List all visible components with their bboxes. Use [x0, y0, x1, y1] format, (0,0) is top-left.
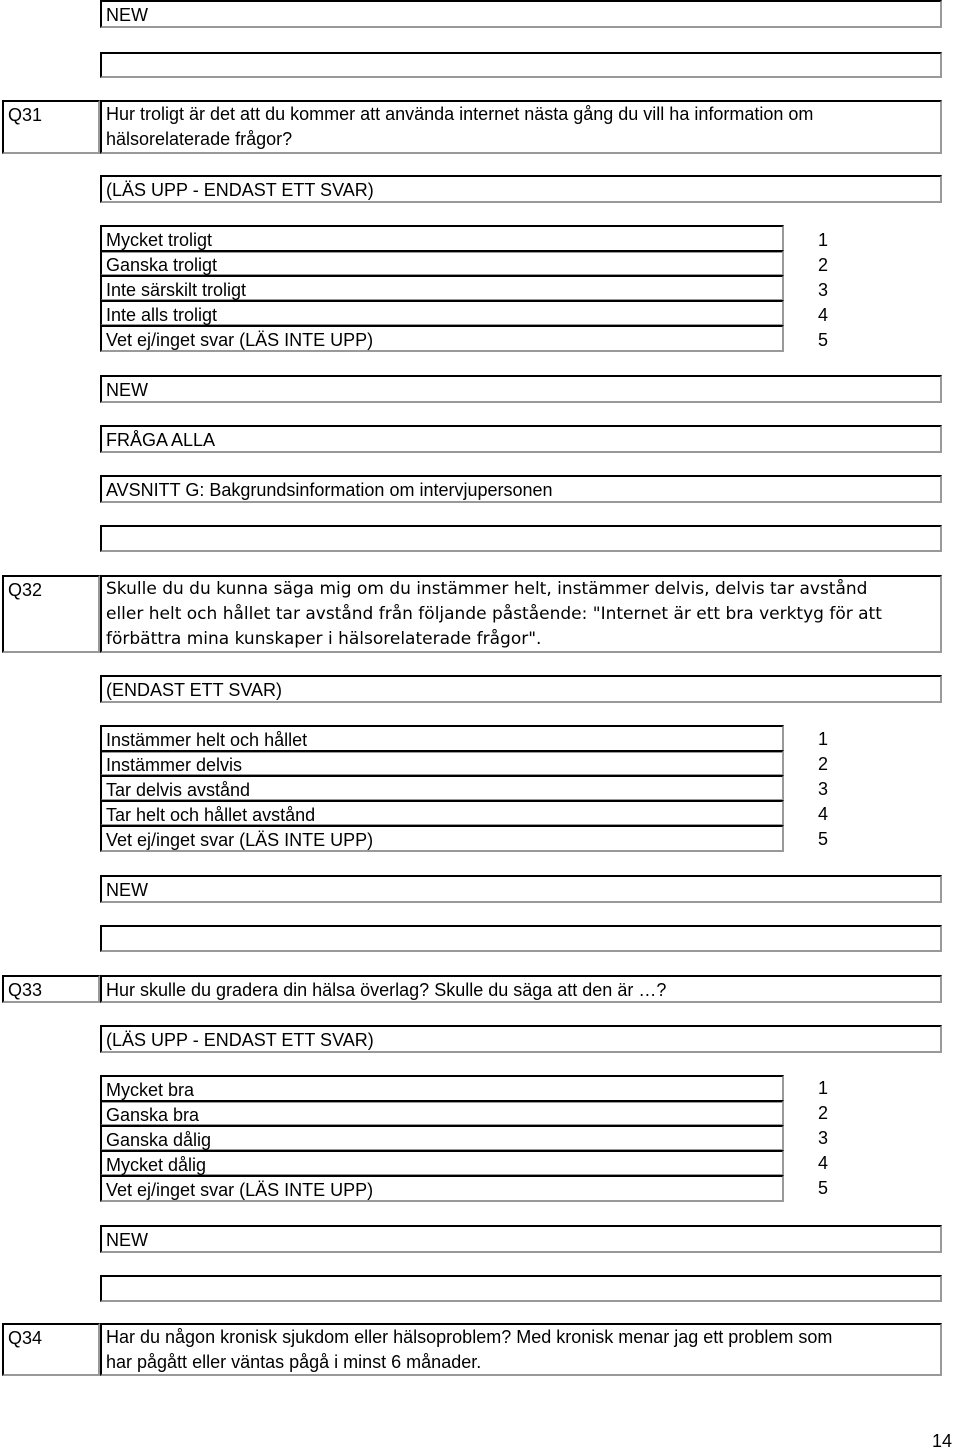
answer-option: Mycket troligt — [100, 225, 784, 253]
instruction: (ENDAST ETT SVAR) — [100, 675, 942, 703]
answer-option: Ganska troligt — [100, 250, 784, 276]
question-text-line: hälsorelaterade frågor? — [106, 129, 293, 149]
question-id: Q34 — [2, 1323, 100, 1376]
answer-code: 5 — [818, 1178, 829, 1198]
answer-code: 1 — [818, 1078, 829, 1098]
new-label: NEW — [100, 1225, 942, 1253]
empty-field — [100, 52, 942, 78]
answer-code: 2 — [818, 255, 829, 275]
question-text-line: Har du någon kronisk sjukdom eller hälsoproblem? Med kronisk menar jag ett problem som — [106, 1327, 833, 1347]
empty-field — [100, 925, 942, 952]
question-text-line: har pågått eller väntas pågå i minst 6 månader. — [106, 1352, 482, 1372]
question-id: Q33 — [2, 975, 100, 1003]
question-text — [100, 1323, 942, 1376]
new-label: NEW — [100, 375, 942, 403]
empty-field — [100, 525, 942, 552]
answer-option: Ganska dålig — [100, 1125, 784, 1151]
question-text-line: Hur troligt är det att du kommer att använda internet nästa gång du vill ha information om — [106, 104, 814, 124]
answer-option: Mycket bra — [100, 1075, 784, 1103]
answer-option: Vet ej/inget svar (LÄS INTE UPP) — [100, 825, 784, 852]
answer-code: 2 — [818, 1103, 829, 1123]
answer-option: Ganska bra — [100, 1100, 784, 1126]
answer-code: 5 — [818, 829, 829, 849]
answer-option: Mycket dålig — [100, 1150, 784, 1176]
answer-option: Tar helt och hållet avstånd — [100, 800, 784, 826]
instruction: (LÄS UPP - ENDAST ETT SVAR) — [100, 1025, 942, 1053]
empty-field — [100, 1275, 942, 1302]
answer-option: Inte alls troligt — [100, 300, 784, 326]
answer-code: 2 — [818, 754, 829, 774]
page-number: 14 — [932, 1431, 953, 1451]
question-text — [100, 100, 942, 154]
new-label: NEW — [100, 875, 942, 903]
answer-option: Vet ej/inget svar (LÄS INTE UPP) — [100, 1175, 784, 1202]
answer-option: Vet ej/inget svar (LÄS INTE UPP) — [100, 325, 784, 352]
question-text-line: Skulle du du kunna säga mig om du instämmer helt, instämmer delvis, delvis tar avstånd — [106, 579, 868, 599]
answer-code: 4 — [818, 804, 829, 824]
answer-option: Instämmer delvis — [100, 750, 784, 776]
answer-option: Tar delvis avstånd — [100, 775, 784, 801]
question-text-line: eller helt och hållet tar avstånd från följande påstående: "Internet är ett bra verktyg för att — [106, 604, 882, 624]
answer-code: 1 — [818, 230, 829, 250]
new-label: NEW — [100, 0, 942, 28]
answer-option: Inte särskilt troligt — [100, 275, 784, 301]
answer-option: Instämmer helt och hållet — [100, 725, 784, 753]
question-text — [100, 575, 942, 653]
question-text: Hur skulle du gradera din hälsa överlag? Skulle du säga att den är …? — [100, 975, 942, 1003]
ask-all-label: FRÅGA ALLA — [100, 425, 942, 453]
section-title: AVSNITT G: Bakgrundsinformation om intervjupersonen — [100, 475, 942, 503]
question-id: Q32 — [2, 575, 100, 653]
answer-code: 3 — [818, 1128, 829, 1148]
answer-code: 3 — [818, 779, 829, 799]
answer-code: 4 — [818, 305, 829, 325]
answer-code: 3 — [818, 280, 829, 300]
question-id: Q31 — [2, 100, 100, 154]
instruction: (LÄS UPP - ENDAST ETT SVAR) — [100, 175, 942, 203]
answer-code: 4 — [818, 1153, 829, 1173]
answer-code: 5 — [818, 330, 829, 350]
question-text-line: förbättra mina kunskaper i hälsorelaterade frågor". — [106, 629, 542, 649]
answer-code: 1 — [818, 729, 829, 749]
